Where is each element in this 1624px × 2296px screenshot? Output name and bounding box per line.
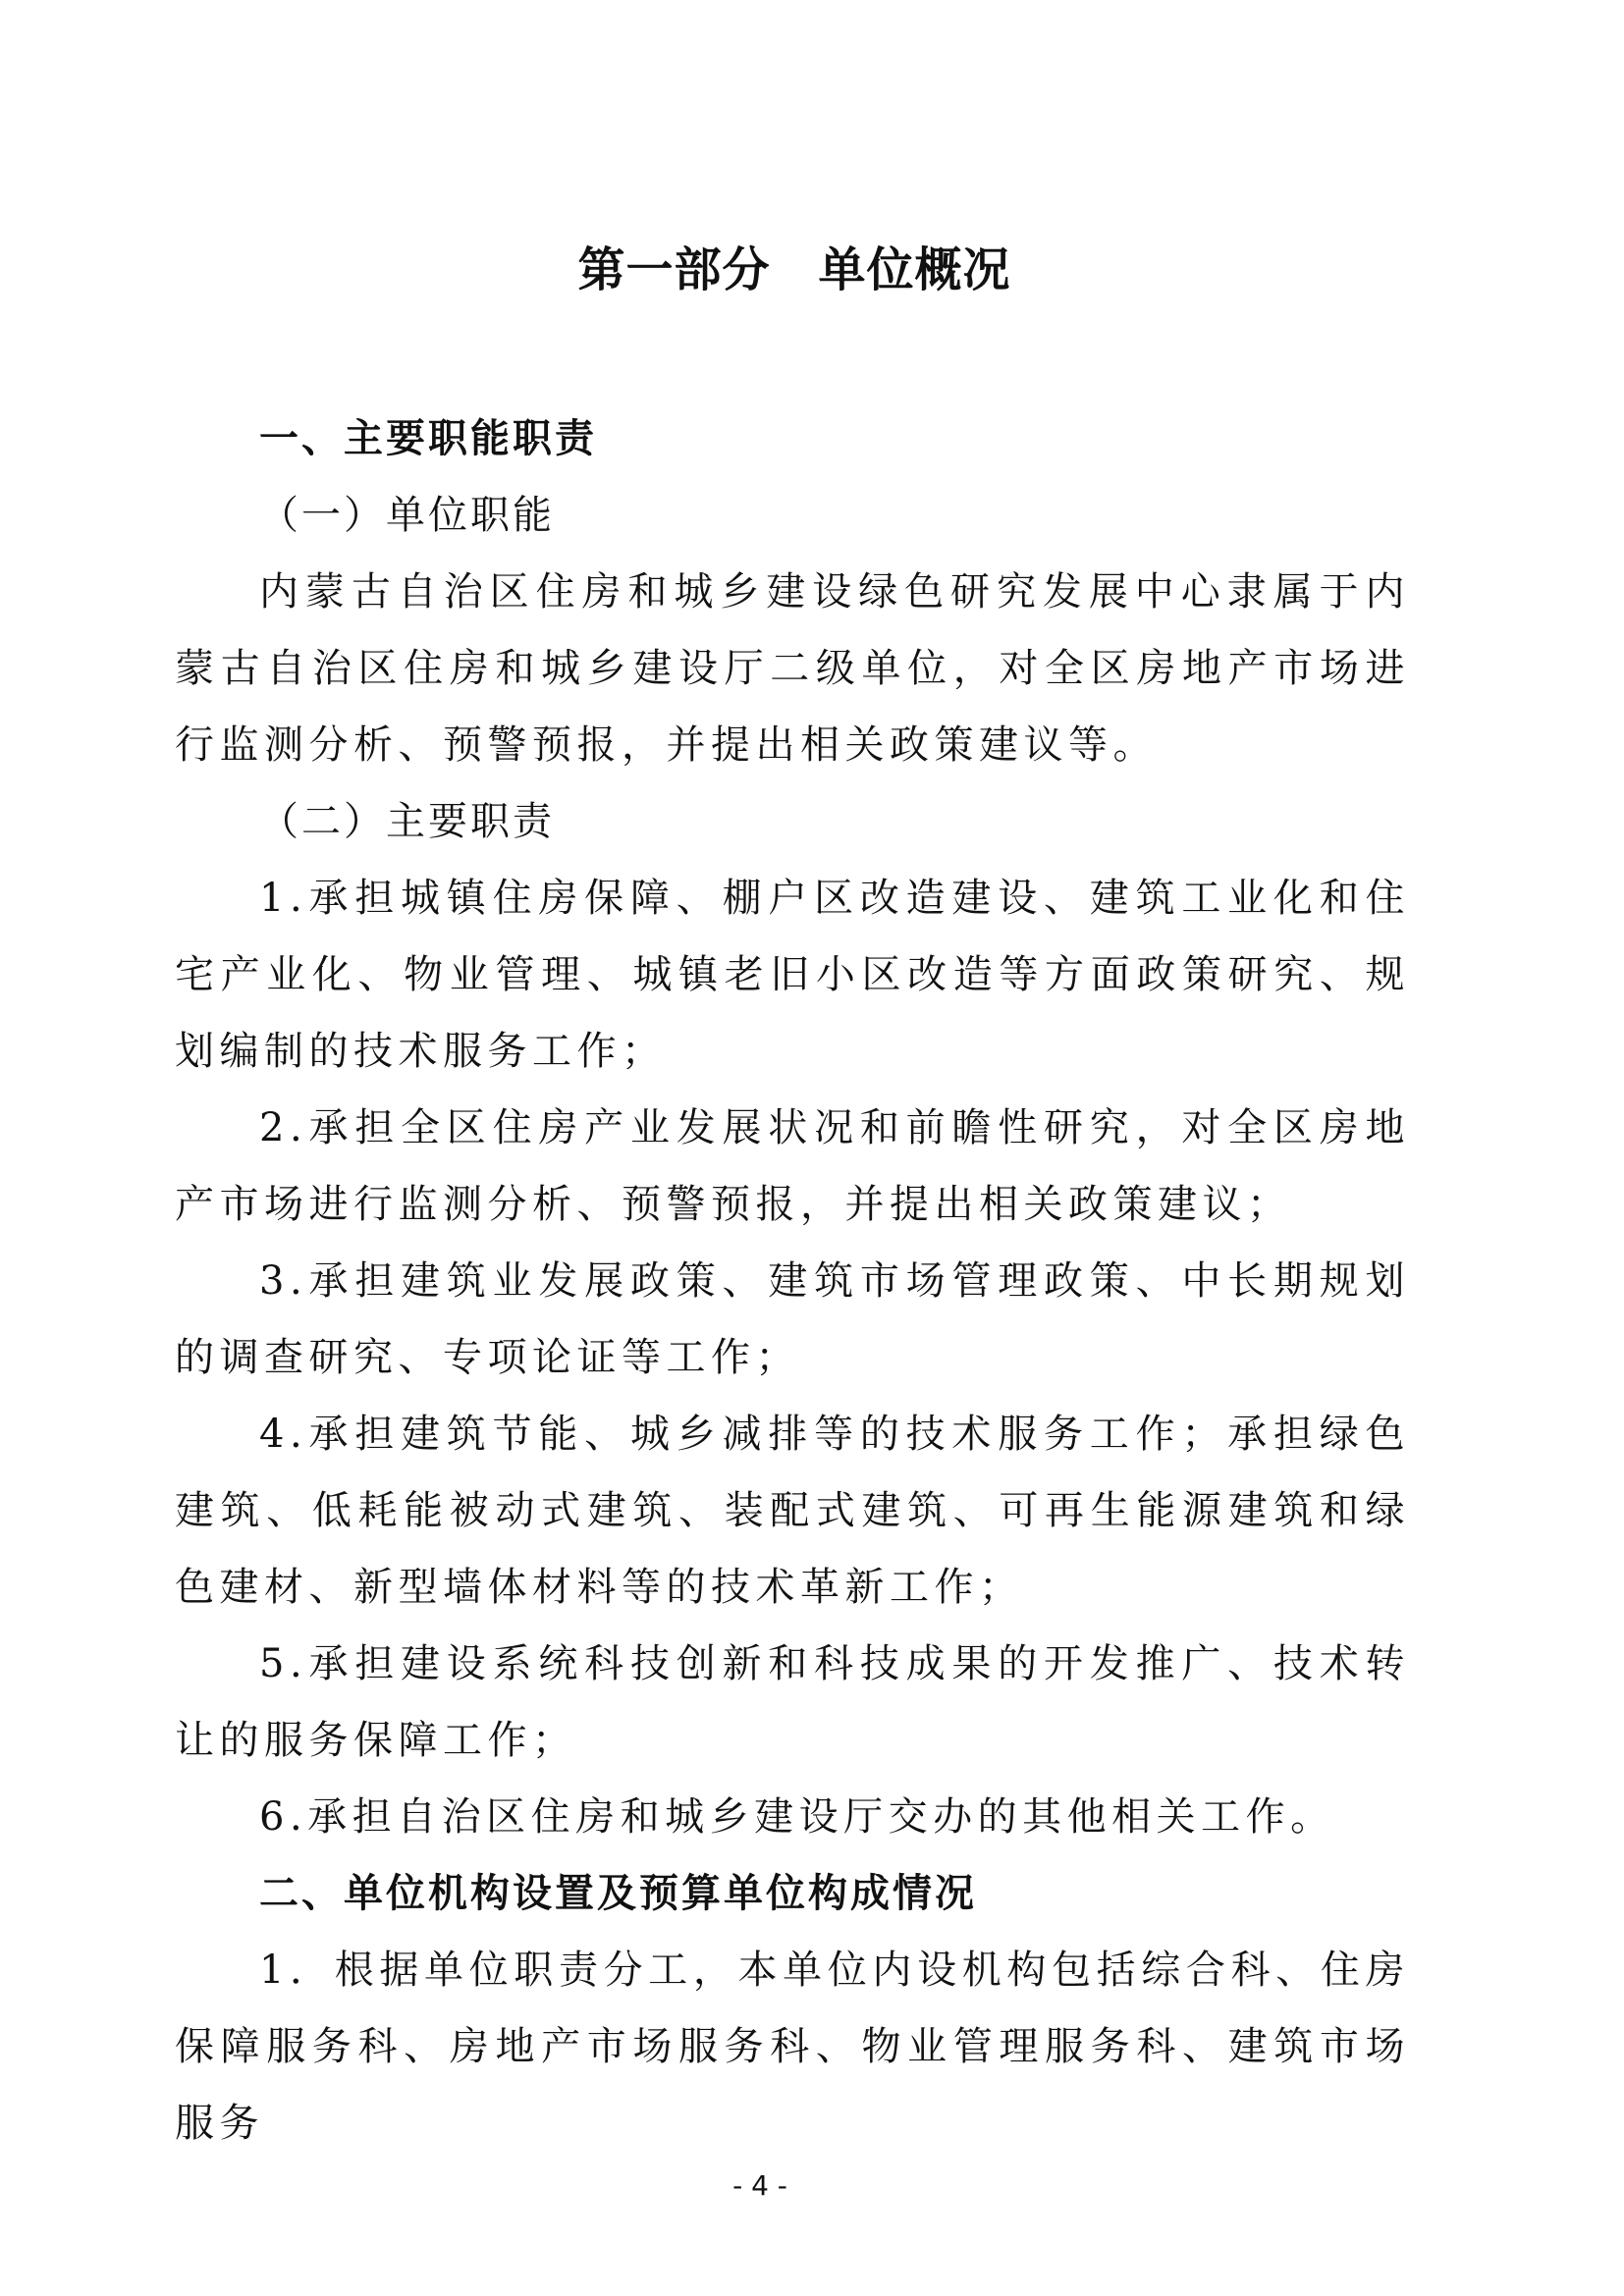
body-content [175,400,1410,2162]
duty-item-6: 6.承担自治区住房和城乡建设厅交办的其他相关工作。 [259,1794,1335,1840]
duty-item-4: 4.承担建筑节能、城乡减排等的技术服务工作；承担绿色建筑、低耗能被动式建筑、装配式建筑、可再生能源建筑和绿色建材、新型墙体材料等的技术革新工作； [175,1412,1410,1610]
duty-item-3: 3.承担建筑业发展政策、建筑市场管理政策、中长期规划的调查研究、专项论证等工作； [175,1258,1410,1380]
page-number: - 4 - [732,2169,787,2202]
duty-item-2: 2.承担全区住房产业发展状况和前瞻性研究，对全区房地产市场进行监测分析、预警预报，并提出相关政策建议； [175,1105,1410,1227]
paragraph-organization: 1．根据单位职责分工，本单位内设机构包括综合科、住房保障服务科、房地产市场服务科、物业管理服务科、建筑市场服务 [175,1948,1410,2146]
duty-item-1: 1.承担城镇住房保障、棚户区改造建设、建筑工业化和住宅产业化、物业管理、城镇老旧小区改造等方面政策研究、规划编制的技术服务工作； [175,876,1410,1074]
subheading-main-duties: （二）主要职责 [259,799,555,844]
section-heading-functions: 一、主要职能职责 [259,416,597,461]
page-title: 第一部分 单位概况 [577,242,1011,297]
duty-item-5: 5.承担建设系统科技创新和科技成果的开发推广、技术转让的服务保障工作； [175,1641,1410,1763]
subheading-unit-function: （一）单位职能 [259,493,555,538]
section-heading-organization: 二、单位机构设置及预算单位构成情况 [259,1871,977,1916]
paragraph-unit-function: 内蒙古自治区住房和城乡建设绿色研究发展中心隶属于内蒙古自治区住房和城乡建设厅二级单位，对全区房地产市场进行监测分析、预警预报，并提出相关政策建议等。 [175,569,1410,768]
